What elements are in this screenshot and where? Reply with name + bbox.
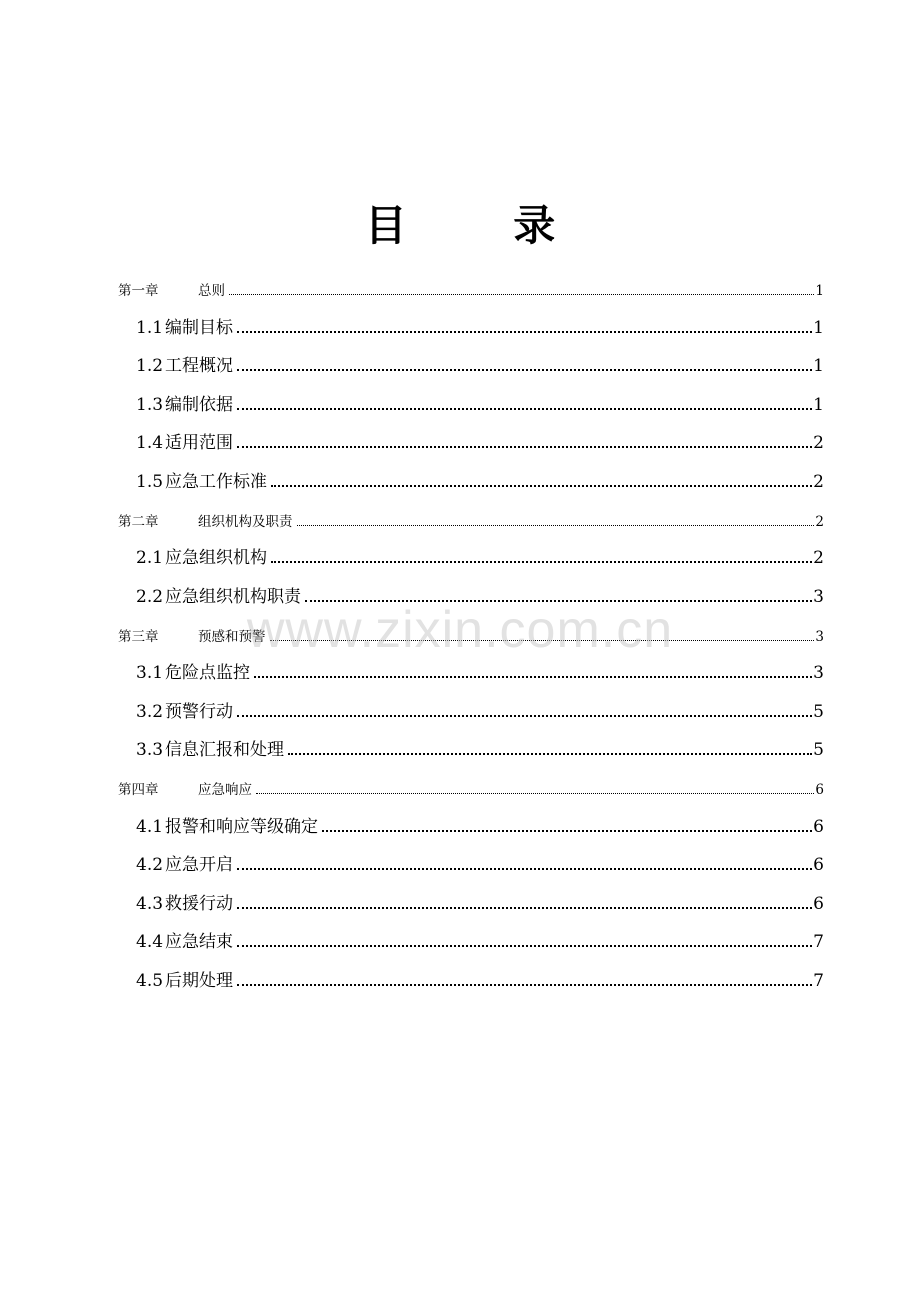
toc-chapter-1[interactable] [118, 262, 824, 300]
toc-page-number: 1 [815, 283, 824, 299]
toc-entry-label: 预感和预警 [198, 628, 266, 645]
toc-chapter-4[interactable] [118, 761, 824, 799]
toc-chapter-2[interactable] [118, 493, 824, 531]
toc-entry-number: 3.2 [136, 701, 164, 722]
toc-section-3-3[interactable] [118, 723, 824, 762]
toc-entry-number: 1.1 [136, 317, 164, 338]
dot-leader [237, 906, 812, 909]
toc-page-number: 2 [813, 548, 824, 568]
toc-entry-label: 适用范围 [165, 433, 234, 453]
toc-section-1-2[interactable] [118, 339, 824, 378]
toc-entry-number: 第二章 [118, 513, 159, 530]
toc-entry-label: 编制目标 [165, 317, 234, 338]
dot-leader [271, 560, 812, 563]
toc-section-4-4[interactable] [118, 915, 824, 954]
dot-leader [237, 867, 812, 870]
toc-page-number: 2 [815, 513, 824, 530]
toc-entry-label: 组织机构及职责 [198, 513, 293, 530]
toc-entry-number: 1.4 [136, 433, 164, 453]
toc-entry-label: 报警和响应等级确定 [165, 816, 319, 837]
toc-page-number: 3 [813, 586, 824, 607]
toc-entry-label: 应急开启 [165, 855, 234, 875]
toc-section-1-3[interactable] [118, 377, 824, 416]
dot-leader [270, 639, 815, 641]
toc-section-3-2[interactable] [118, 684, 824, 723]
dot-leader [237, 944, 812, 947]
toc-entry-label: 应急结束 [165, 932, 234, 952]
dot-leader [288, 752, 812, 755]
toc-entry-label: 预警行动 [165, 701, 234, 722]
toc-page-number: 1 [813, 317, 824, 338]
toc-page-number: 2 [813, 433, 824, 453]
toc-entry-number: 2.1 [136, 548, 164, 568]
toc-entry-label: 编制依据 [165, 394, 234, 415]
toc-section-2-2[interactable] [118, 569, 824, 608]
toc-section-4-5[interactable] [118, 953, 824, 992]
toc-entry-number: 第一章 [118, 283, 159, 299]
toc-page-number: 6 [813, 893, 824, 914]
toc-page-number: 6 [815, 782, 824, 798]
toc-section-2-1[interactable] [118, 531, 824, 570]
toc-section-4-3[interactable] [118, 876, 824, 915]
toc-page-number: 3 [815, 628, 824, 645]
toc-entry-label: 应急组织机构职责 [165, 586, 302, 607]
dot-leader [297, 524, 815, 526]
toc-section-1-1[interactable] [118, 300, 824, 339]
toc-section-4-2[interactable] [118, 838, 824, 877]
dot-leader [322, 829, 812, 832]
dot-leader [237, 330, 812, 333]
dot-leader [229, 293, 814, 295]
toc-page-number: 5 [813, 740, 824, 760]
toc-entry-number: 4.3 [136, 893, 164, 914]
toc-page-number: 7 [813, 970, 824, 991]
page-title: 目 录 [364, 201, 602, 250]
dot-leader [237, 407, 812, 410]
toc-entry-label: 总则 [198, 283, 225, 299]
toc-chapter-3[interactable] [118, 608, 824, 646]
toc-page-number: 1 [813, 356, 824, 376]
toc-entry-number: 2.2 [136, 586, 164, 607]
toc-entry-label: 工程概况 [165, 356, 234, 376]
table-of-contents [118, 262, 824, 992]
toc-entry-number: 3.3 [136, 740, 164, 760]
toc-entry-number: 1.5 [136, 471, 164, 492]
toc-page-number: 1 [813, 394, 824, 415]
toc-entry-number: 3.1 [136, 663, 164, 683]
toc-entry-label: 危险点监控 [165, 663, 251, 683]
toc-entry-label: 应急组织机构 [165, 548, 268, 568]
toc-entry-label: 信息汇报和处理 [165, 740, 285, 760]
toc-section-1-5[interactable] [118, 454, 824, 493]
toc-section-4-1[interactable] [118, 799, 824, 838]
watermark-text: www.zixin.com.cn [246, 601, 674, 659]
toc-page-number: 2 [813, 471, 824, 492]
toc-section-1-4[interactable] [118, 416, 824, 455]
toc-entry-number: 4.2 [136, 855, 164, 875]
dot-leader [237, 368, 812, 371]
toc-entry-label: 应急响应 [198, 782, 252, 798]
toc-entry-number: 第四章 [118, 782, 159, 798]
toc-entry-number: 1.2 [136, 356, 164, 376]
toc-section-3-1[interactable] [118, 646, 824, 685]
dot-leader [305, 599, 812, 602]
toc-page-number: 5 [813, 701, 824, 722]
toc-page-number: 3 [813, 663, 824, 683]
dot-leader [256, 792, 814, 794]
toc-page-number: 6 [813, 816, 824, 837]
toc-entry-number: 1.3 [136, 394, 164, 415]
dot-leader [237, 714, 812, 717]
toc-entry-number: 第三章 [118, 628, 159, 645]
toc-entry-label: 救援行动 [165, 893, 234, 914]
toc-entry-number: 4.4 [136, 932, 164, 952]
toc-page-number: 6 [813, 855, 824, 875]
toc-entry-number: 4.5 [136, 970, 164, 991]
toc-page-number: 7 [813, 932, 824, 952]
toc-entry-label: 应急工作标准 [165, 471, 268, 492]
toc-entry-number: 4.1 [136, 816, 164, 837]
dot-leader [271, 484, 812, 487]
dot-leader [237, 983, 812, 986]
dot-leader [254, 675, 812, 678]
dot-leader [237, 445, 812, 448]
toc-entry-label: 后期处理 [165, 970, 234, 991]
